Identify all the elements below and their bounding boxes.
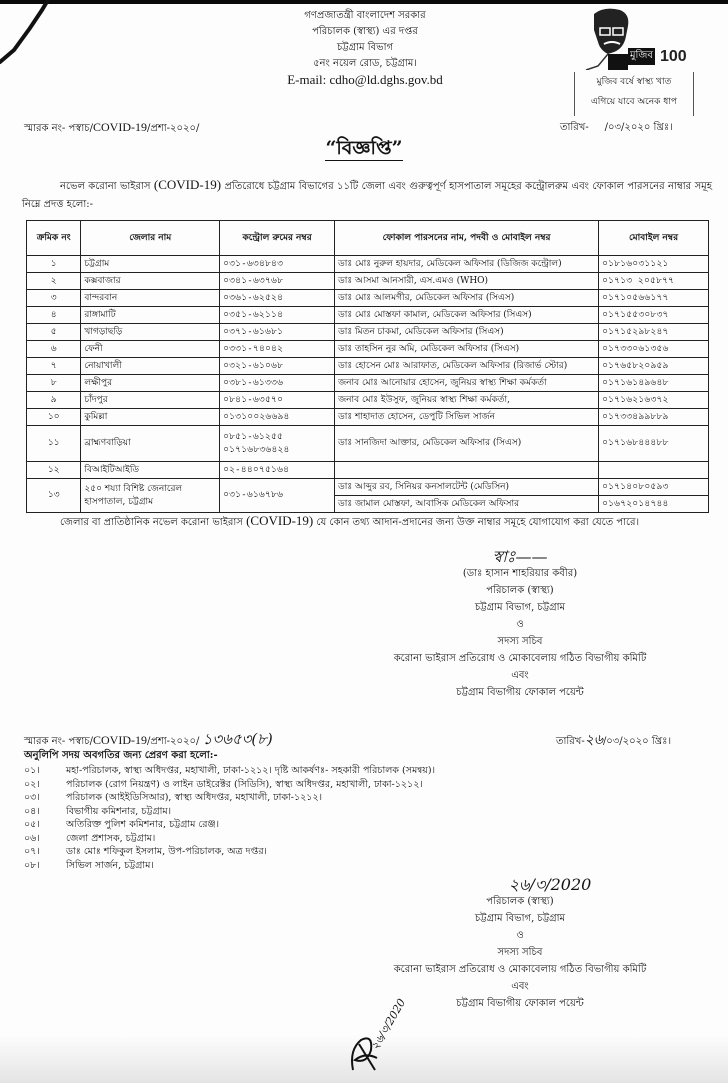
table-header-row xyxy=(27,221,709,256)
cell-mobile: ০১৭১০৫৬৬১৭৭ xyxy=(599,290,709,307)
header-email: E-mail: cdho@ld.dghs.gov.bd xyxy=(287,72,443,87)
cell-serial: ৭ xyxy=(27,358,81,375)
header-line: ৫নং নয়েল রোড, চট্টগ্রাম। xyxy=(313,58,417,69)
cc-item-number: ০৩। xyxy=(24,792,40,803)
cc-heading: অনুলিপি সদয় অবগতির জন্য প্রেরণ করা হলো:- xyxy=(24,750,218,761)
signatory-and: ও xyxy=(516,619,524,630)
cc-item-number: ০২। xyxy=(24,778,40,790)
cell-serial: ১৩ xyxy=(27,479,81,513)
cell-district: রাঙ্গামাটি xyxy=(81,307,220,324)
cell-control-room: ০৩১-৬৩৪৮৪৩ xyxy=(220,256,335,273)
header-district: জেলার নাম xyxy=(81,221,220,256)
table-row xyxy=(27,273,709,290)
cell-control-room: ০৩১-৬১৬৭৮৬ xyxy=(220,479,335,513)
header-line: গণপ্রজাতন্ত্রী বাংলাদেশ সরকার xyxy=(304,10,426,21)
cell-focal-person: ডাঃ আব্দুর রব, সিনিয়র কনসালটেন্ট (মেডিসিন) xyxy=(335,479,599,496)
cell-focal-person: ডাঃ জামাল মোস্তফা, আবাসিক মেডিকেল অফিসার xyxy=(335,496,599,513)
signatory-role: সদস্য সচিব xyxy=(497,636,543,647)
cell-serial: ১১ xyxy=(27,426,81,462)
cell-district: চাঁদপুর xyxy=(81,392,220,409)
header-control-room: কন্ট্রোল রুমের নম্বর xyxy=(220,221,335,256)
signatory-committee: করোনা ভাইরাস প্রতিরোধ ও মোকাবেলায় গঠিত বিভাগীয় কমিটি xyxy=(393,653,647,664)
cell-control-room: ০৮৫১-৬১২৫৫ ০১৭১৬৮৩৬৪২৪ xyxy=(220,426,335,462)
cc-item-number: ০৭। xyxy=(24,846,40,857)
handwritten-initials: ২৬/৩/2020 xyxy=(345,1030,415,1080)
table-row xyxy=(27,324,709,341)
signature-block-1 xyxy=(330,548,710,701)
cell-district: ব্রাহ্মণবাড়িয়া xyxy=(81,426,220,462)
cc-item xyxy=(24,791,584,805)
cell-mobile: ০১৭১৪০৮০৫৯৩ xyxy=(599,479,709,496)
table-row xyxy=(27,256,709,273)
cell-serial: ১০ xyxy=(27,409,81,426)
cell-district: বিআইটিআইডি xyxy=(81,462,220,479)
cc-item-number: ০৫। xyxy=(24,819,40,830)
cell-control-room: ০১৩১০০২৬৬৯৪ xyxy=(220,409,335,426)
cc-item-text: জেলা প্রশাসক, চট্টগ্রাম। xyxy=(66,832,156,844)
cc-item-text: মহা-পরিচালক, স্বাস্থ্য অধিদপ্তর, মহাখালী, ঢাকা-১২১২। দৃষ্টি আকর্ষণঃ- সহকারী পরিচালক (সমন্বয়)। xyxy=(66,765,435,776)
handwritten-ref-number: ১৩৬৫৩(৮) xyxy=(202,730,273,748)
memo-date: তারিখ- /০৩/২০২০ খ্রিঃ। xyxy=(560,122,673,133)
table-row xyxy=(27,358,709,375)
cc-list xyxy=(24,764,584,872)
table-row xyxy=(27,290,709,307)
cell-serial: ৫ xyxy=(27,324,81,341)
cell-control-room: ০৮৪১-৬৩৫৭০ xyxy=(220,392,335,409)
mujib-borsho-logo xyxy=(556,6,706,116)
table-row xyxy=(27,479,709,496)
cell-focal-person: ডাঃ মিতন চাকমা, মেডিকেল অফিসার (সিএস) xyxy=(335,324,599,341)
cell-district: নোয়াখালী xyxy=(81,358,220,375)
mujib-100-number: 100 xyxy=(660,48,687,65)
cell-control-room: ০৩৬১-৬২৫২৪ xyxy=(220,290,335,307)
cell-control-room: ০৩৩১-৭৪০৪২ xyxy=(220,341,335,358)
cell-control-room: ০৩৫১-৬২১১৪ xyxy=(220,307,335,324)
cell-serial: ১২ xyxy=(27,462,81,479)
cell-mobile: ০১৭১৬২১৬৩৭২ xyxy=(599,392,709,409)
cell-focal-person: ডাঃ আসমা আনসারী, এস.এমও (WHO) xyxy=(335,273,599,290)
cc-item-text: পরিচালক (রোগ নিয়ন্ত্রণ) ও লাইন ডাইরেক্টর (সিডিসি), স্বাস্থ্য অধিদপ্তর, মহাখালী, ঢাকা-১২১২। xyxy=(66,778,423,790)
cc-item-number: ০১। xyxy=(24,765,40,776)
memo-date-2: তারিখ-২৬/০৩/২০২০ খ্রিঃ। xyxy=(556,732,672,748)
cell-mobile: ০১৬৭২০১৪৭৪৪ xyxy=(599,496,709,513)
header-line: চট্টগ্রাম বিভাগ xyxy=(336,42,394,53)
notice-title: “বিজ্ঞপ্তি” xyxy=(325,137,403,159)
cell-serial: ৮ xyxy=(27,375,81,392)
office-header xyxy=(180,8,550,88)
cc-item xyxy=(24,859,584,873)
cc-item-text: বিভাগীয় কমিশনার, চট্টগ্রাম। xyxy=(66,805,172,817)
cc-item xyxy=(24,805,584,819)
cell-serial: ২ xyxy=(27,273,81,290)
cell-control-room: ০২-৪৪০৭৫১৬৪ xyxy=(220,462,335,479)
cell-serial: ৯ xyxy=(27,392,81,409)
header-focal-person: ফোকাল পারসনের নাম, পদবী ও মোবাইল নম্বর xyxy=(335,221,599,256)
header-line: পরিচালক (স্বাস্থ্য) এর দপ্তর xyxy=(312,26,418,37)
signatory-role: সদস্য সচিব xyxy=(497,947,543,958)
cell-serial: ৩ xyxy=(27,290,81,307)
cell-focal-person: ডাঃ মোঃ নুরুল হায়দার, মেডিকেল অফিসার (ডিজিজ কন্ট্রোল) xyxy=(335,256,599,273)
note-paragraph: জেলার বা প্রাতিষ্ঠানিক নভেল করোনা ভাইরাস (COVID-19) যে কোন তথ্য আদান-প্রদানের জন্য উক্ত নাম্বার সমূহে যোগাযোগ করা যেতে পারে। xyxy=(60,513,640,528)
table-row xyxy=(27,341,709,358)
cell-mobile: ০১৭১৫২৯৮২৪৭ xyxy=(599,324,709,341)
cell-district: বান্দরবান xyxy=(81,290,220,307)
slogan-line: মুজিব বর্ষে স্বাস্থ্য খাত xyxy=(596,77,672,87)
signatory-and: এবং xyxy=(511,670,529,681)
cell-focal-person: ডাঃ মোঃ মোস্তফা কামাল, মেডিকেল অফিসার (সিএস) xyxy=(335,307,599,324)
cell-district: ২৫০ শয্যা বিশিষ্ট জেনারেল হাসপাতাল, চট্টগ্রাম xyxy=(81,479,220,513)
cell-focal-person xyxy=(335,462,599,479)
cc-item xyxy=(24,832,584,846)
table-row xyxy=(27,462,709,479)
signature-block-2 xyxy=(330,876,710,1012)
cell-focal-person: জনাব মোঃ আনোয়ার হোসেন, জুনিয়র স্বাস্থ্য শিক্ষা কর্মকর্তা xyxy=(335,375,599,392)
cell-district: কুমিল্লা xyxy=(81,409,220,426)
signatory-office: চট্টগ্রাম বিভাগ, চট্টগ্রাম xyxy=(474,602,566,613)
cell-district: লক্ষীপুর xyxy=(81,375,220,392)
cell-control-room: ০৩৭১-৬১৬৮১ xyxy=(220,324,335,341)
signatory-and: ও xyxy=(516,930,524,941)
cell-mobile: ০১৭১৫৫৩০৮৩৭ xyxy=(599,307,709,324)
cell-focal-person: ডাঃ হোসেন মোঃ আরাফাত, মেডিকেল অফিসার (রিজার্ভ স্টোর) xyxy=(335,358,599,375)
cc-item-number: ০৪। xyxy=(24,805,40,817)
memo-reference: স্মারক নং- পস্বাচ/COVID-19/প্রশা-২০২০/ xyxy=(24,120,200,134)
pen-stroke-mark xyxy=(0,0,60,65)
cc-item xyxy=(24,818,584,832)
cell-control-room: ০৩৪১-৬৩৭৬৮ xyxy=(220,273,335,290)
memo-reference-2: স্মারক নং- পস্বাচ/COVID-19/প্রশা-২০২০/ ১৩৬৫৩(৮) xyxy=(24,730,273,748)
cc-item-text: সিভিল সার্জন, চট্টগ্রাম। xyxy=(66,859,154,871)
cell-mobile: ০১৭৩৩০৬১৩৫৬ xyxy=(599,341,709,358)
cc-item-number: ০৮। xyxy=(24,859,40,871)
cell-mobile xyxy=(599,462,709,479)
cell-focal-person: ডাঃ সানজিদা আক্তার, মেডিকেল অফিসার (সিএস) xyxy=(335,426,599,462)
cell-focal-person: ডাঃ শাহাদাত হোসেন, ডেপুটি সিভিল সার্জন xyxy=(335,409,599,426)
table-row xyxy=(27,392,709,409)
handwritten-date: ২৬ xyxy=(584,732,603,748)
contacts-table xyxy=(26,220,709,513)
mujib-badge: মুজিব xyxy=(628,48,655,65)
cell-control-room: ০৩৮১-৬১৩৩৬ xyxy=(220,375,335,392)
cell-mobile: ০১৭৬৫৮২০৯৫৯ xyxy=(599,358,709,375)
signatory-focal-point: চট্টগ্রাম বিভাগীয় ফোকাল পয়েন্ট xyxy=(456,998,584,1009)
signatory-and: এবং xyxy=(511,981,529,992)
header-serial: ক্রমিক নং xyxy=(27,221,81,256)
signatory-committee: করোনা ভাইরাস প্রতিরোধ ও মোকাবেলায় গঠিত বিভাগীয় কমিটি xyxy=(393,964,647,975)
signatory-office: চট্টগ্রাম বিভাগ, চট্টগ্রাম xyxy=(474,913,566,924)
cell-serial: ৪ xyxy=(27,307,81,324)
cc-item xyxy=(24,778,584,792)
cc-item-text: অতিরিক্ত পুলিশ কমিশনার, চট্টগ্রাম রেঞ্জ। xyxy=(66,819,219,830)
cell-focal-person: ডাঃ মোঃ আলমগীর, মেডিকেল অফিসার (সিএস) xyxy=(335,290,599,307)
cell-mobile: ০১৭১৩ ২০৫৮৭৭ xyxy=(599,273,709,290)
table-row xyxy=(27,375,709,392)
cell-serial: ৬ xyxy=(27,341,81,358)
table-row xyxy=(27,426,709,462)
cell-mobile: ০১৮১৬০৩১১২১ xyxy=(599,256,709,273)
table-row xyxy=(27,409,709,426)
cell-district: কক্সবাজার xyxy=(81,273,220,290)
signature-mark: স্বাঃ—— xyxy=(492,547,548,566)
cell-mobile: ০১৭১৬৮৪৪৪৮৮ xyxy=(599,426,709,462)
top-border xyxy=(0,0,728,4)
signatory-focal-point: চট্টগ্রাম বিভাগীয় ফোকাল পয়েন্ট xyxy=(456,687,584,698)
cell-mobile: ০১৭৩৩৪৯৯৮৮৯ xyxy=(599,409,709,426)
cell-focal-person: জনাব মোঃ ইউসুফ, জুনিয়র স্বাস্থ্য শিক্ষা কর্মকর্তা, xyxy=(335,392,599,409)
cell-control-room: ০৩২১-৬১০৬৮ xyxy=(220,358,335,375)
logo-slogan xyxy=(574,72,694,116)
header-mobile: মোবাইল নম্বর xyxy=(599,221,709,256)
signatory-designation: পরিচালক (স্বাস্থ্য) xyxy=(486,585,554,596)
handwritten-signature-date: ২৬/৩/2020 xyxy=(508,875,592,894)
table-row xyxy=(27,307,709,324)
cell-mobile: ০১৭১৬১৪৯৬৪৮ xyxy=(599,375,709,392)
intro-paragraph: নভেল করোনা ভাইরাস (COVID-19) প্রতিরোধে চট্টগ্রাম বিভাগের ১১টি জেলা এবং গুরুত্বপূর্ণ হাসপাতাল সমূহের কন্ট্রোলরুম এবং ফোকাল পারসনের নাম্বার সমূহ নিম্নে প্রদত্ত হলো:- xyxy=(22,177,712,210)
cell-district: খাগড়াছড়ি xyxy=(81,324,220,341)
cc-item-text: ডাঃ মোঃ শফিকুল ইসলাম, উপ-পরিচালক, অত্র দপ্তর। xyxy=(66,846,267,857)
cc-item-number: ০৬। xyxy=(24,832,40,844)
slogan-line: এগিয়ে যাবে অনেক ধাপ xyxy=(590,97,678,107)
cell-focal-person: ডাঃ তাহসিন নুর অমি, মেডিকেল অফিসার (সিএস) xyxy=(335,341,599,358)
cc-item xyxy=(24,845,584,859)
cc-item xyxy=(24,764,584,778)
signatory-name: (ডাঃ হাসান শাহরিয়ার কবীর) xyxy=(462,568,578,579)
signatory-designation: পরিচালক (স্বাস্থ্য) xyxy=(486,896,554,907)
cell-serial: ১ xyxy=(27,256,81,273)
cell-district: ফেনী xyxy=(81,341,220,358)
cc-item-text: পরিচালক (আইইডিসিআর), স্বাস্থ্য অধিদপ্তর, মহাখালী, ঢাকা-১২১২। xyxy=(66,792,323,803)
cell-district: চট্টগ্রাম xyxy=(81,256,220,273)
